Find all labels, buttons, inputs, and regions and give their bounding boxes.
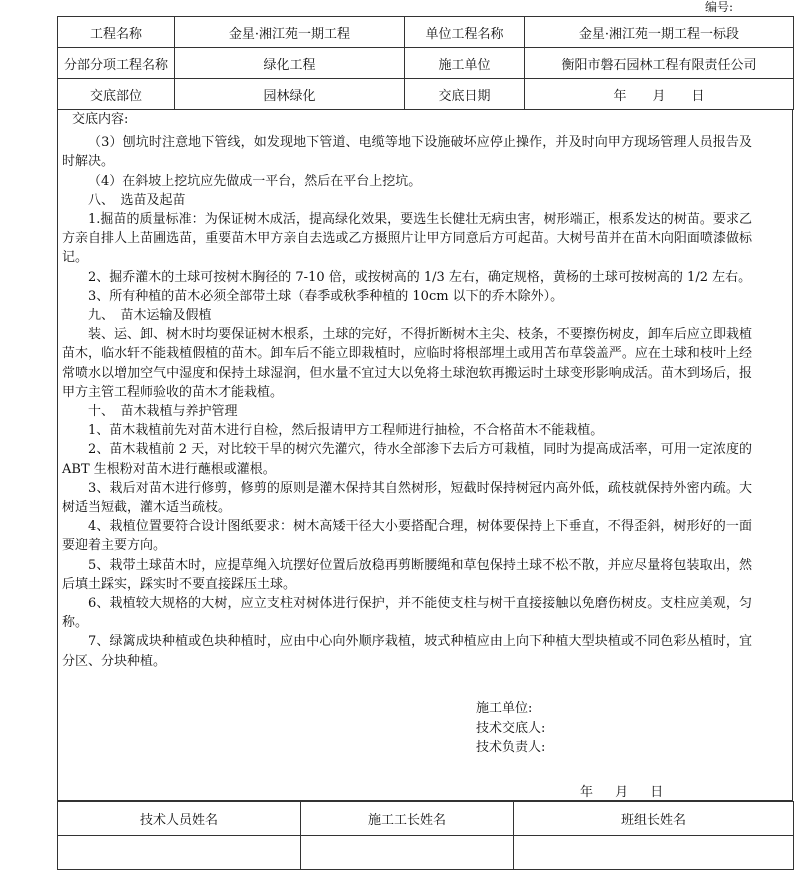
paragraph: 装、运、卸、树木时均要保证树木根系，土球的完好，不得折断树木主尖、枝条，不要擦伤树皮，卸车后应立即栽植苗木，临水轩不能栽植假植的苗木。卸车后不能立即栽植时，应临时将根部埋土或用苫布草袋盖严。应在土球和枝叶上经常喷水以增加空气中湿度和保持土球湿润，但水量不宜过大以免将土球泡软再搬运时土球变形影响成活。苗木到场后，报甲方主管工程师验收的苗木才能栽植。 — [62, 327, 752, 400]
contractor-value: 衡阳市磐石园林工程有限责任公司 — [525, 48, 794, 79]
paragraph: 6、栽植较大规格的大树，应立支柱对树体进行保护，并不能使支柱与树干直接接触以免磨伤树皮。支柱应美观，匀称。 — [62, 596, 752, 631]
briefing-presenter-signature: 技术交底人: — [476, 720, 546, 736]
briefing-content — [62, 110, 752, 671]
project-name-label: 工程名称 — [58, 17, 175, 48]
unit-project-label: 单位工程名称 — [405, 17, 525, 48]
team-leader-name-cell[interactable] — [514, 836, 794, 870]
signature-header-row — [58, 802, 794, 836]
sub-project-value: 绿化工程 — [175, 48, 405, 79]
signature-date: 年 月 日 — [580, 785, 664, 800]
briefing-area-label: 交底部位 — [58, 79, 175, 110]
foreman-name-header: 施工工长姓名 — [301, 802, 514, 836]
paragraph: 1.掘苗的质量标准：为保证树木成活，提高绿化效果，要选生长健壮无病虫害，树形端正，根系发达的树苗。要求乙方亲自排人上苗圃选苗，重要苗木甲方亲自去选或乙方摄照片让甲方同意后方可起苗。大树号苗并在苗木向阳面喷漆做标记。 — [62, 212, 752, 266]
paragraph: 5、栽带土球苗木时，应提草绳入坑摆好位置后放稳再剪断腰绳和草包保持土球不松不散，并应尽量将包装取出，然后填土踩实，踩实时不要直接踩压土球。 — [62, 557, 752, 592]
section-heading: 十、 苗木栽植与养护管理 — [88, 404, 238, 420]
paragraph: （3）刨坑时注意地下管线，如发现地下管道、电缆等地下设施破坏应停止操作，并及时向甲方现场管理人员报告及时解决。 — [62, 135, 752, 170]
section-heading: 九、 苗木运输及假植 — [88, 308, 212, 324]
construction-unit-signature: 施工单位: — [476, 701, 533, 716]
paragraph: 2、苗木栽植前 2 天，对比较干旱的树穴先灌穴，待水全部渗下去后方可栽植，同时为提高成活率，可用一定浓度的 ABT 生根粉对苗木进行蘸根或灌根。 — [62, 442, 752, 477]
foreman-name-cell[interactable] — [301, 836, 514, 870]
sub-project-label: 分部分项工程名称 — [58, 48, 175, 79]
header-table — [57, 16, 794, 110]
paragraph: （4）在斜坡上挖坑应先做成一平台，然后在平台上挖坑。 — [88, 173, 422, 189]
paragraph: 3、栽后对苗木进行修剪，修剪的原则是灌木保持其自然树形，短截时保持树冠内高外低，疏枝就保持外密内疏。大树适当短截，灌木适当疏枝。 — [62, 480, 752, 516]
paragraph: 4、栽植位置要符合设计图纸要求：树木高矮干径大小要搭配合理，树体要保持上下垂直，不得歪斜，树形好的一面要迎着主要方向。 — [62, 519, 752, 554]
signature-block — [476, 699, 545, 758]
paragraph: 2、掘乔灌木的土球可按树木胸径的 7-10 倍，或按树高的 1/3 左右，确定规格，黄杨的土球可按树高的 1/2 左右。 — [88, 269, 752, 285]
technician-name-header: 技术人员姓名 — [58, 802, 301, 836]
content-heading: 交底内容: — [72, 112, 129, 127]
briefing-date-value: 年 月 日 — [525, 79, 794, 110]
paragraph: 7、绿篱成块种植或色块种植时，应由中心向外顺序栽植，坡式种植应由上向下种植大型块植或不同色彩丛植时，宜分区、分块种植。 — [62, 634, 752, 669]
header-row — [58, 48, 794, 79]
briefing-area-value: 园林绿化 — [175, 79, 405, 110]
briefing-date-label: 交底日期 — [405, 79, 525, 110]
paragraph: 3、所有种植的苗木必须全部带土球（春季或秋季种植的 10cm 以下的乔木除外）。 — [88, 288, 564, 304]
header-row — [58, 79, 794, 110]
contractor-label: 施工单位 — [405, 48, 525, 79]
signature-blank-row — [58, 836, 794, 870]
paragraph: 1、苗木栽植前先对苗木进行自检，然后报请甲方工程师进行抽检，不合格苗木不能栽植。 — [88, 423, 604, 439]
section-heading: 八、 选苗及起苗 — [88, 192, 186, 208]
unit-project-value: 金星·湘江苑一期工程一标段 — [525, 17, 794, 48]
signature-table — [57, 801, 794, 870]
technician-name-cell[interactable] — [58, 836, 301, 870]
technical-lead-signature: 技术负责人: — [476, 740, 546, 755]
document-number-label: 编号: — [705, 0, 734, 14]
project-name-value: 金星·湘江苑一期工程 — [175, 17, 405, 48]
team-leader-name-header: 班组长姓名 — [514, 802, 794, 836]
header-row — [58, 17, 794, 48]
